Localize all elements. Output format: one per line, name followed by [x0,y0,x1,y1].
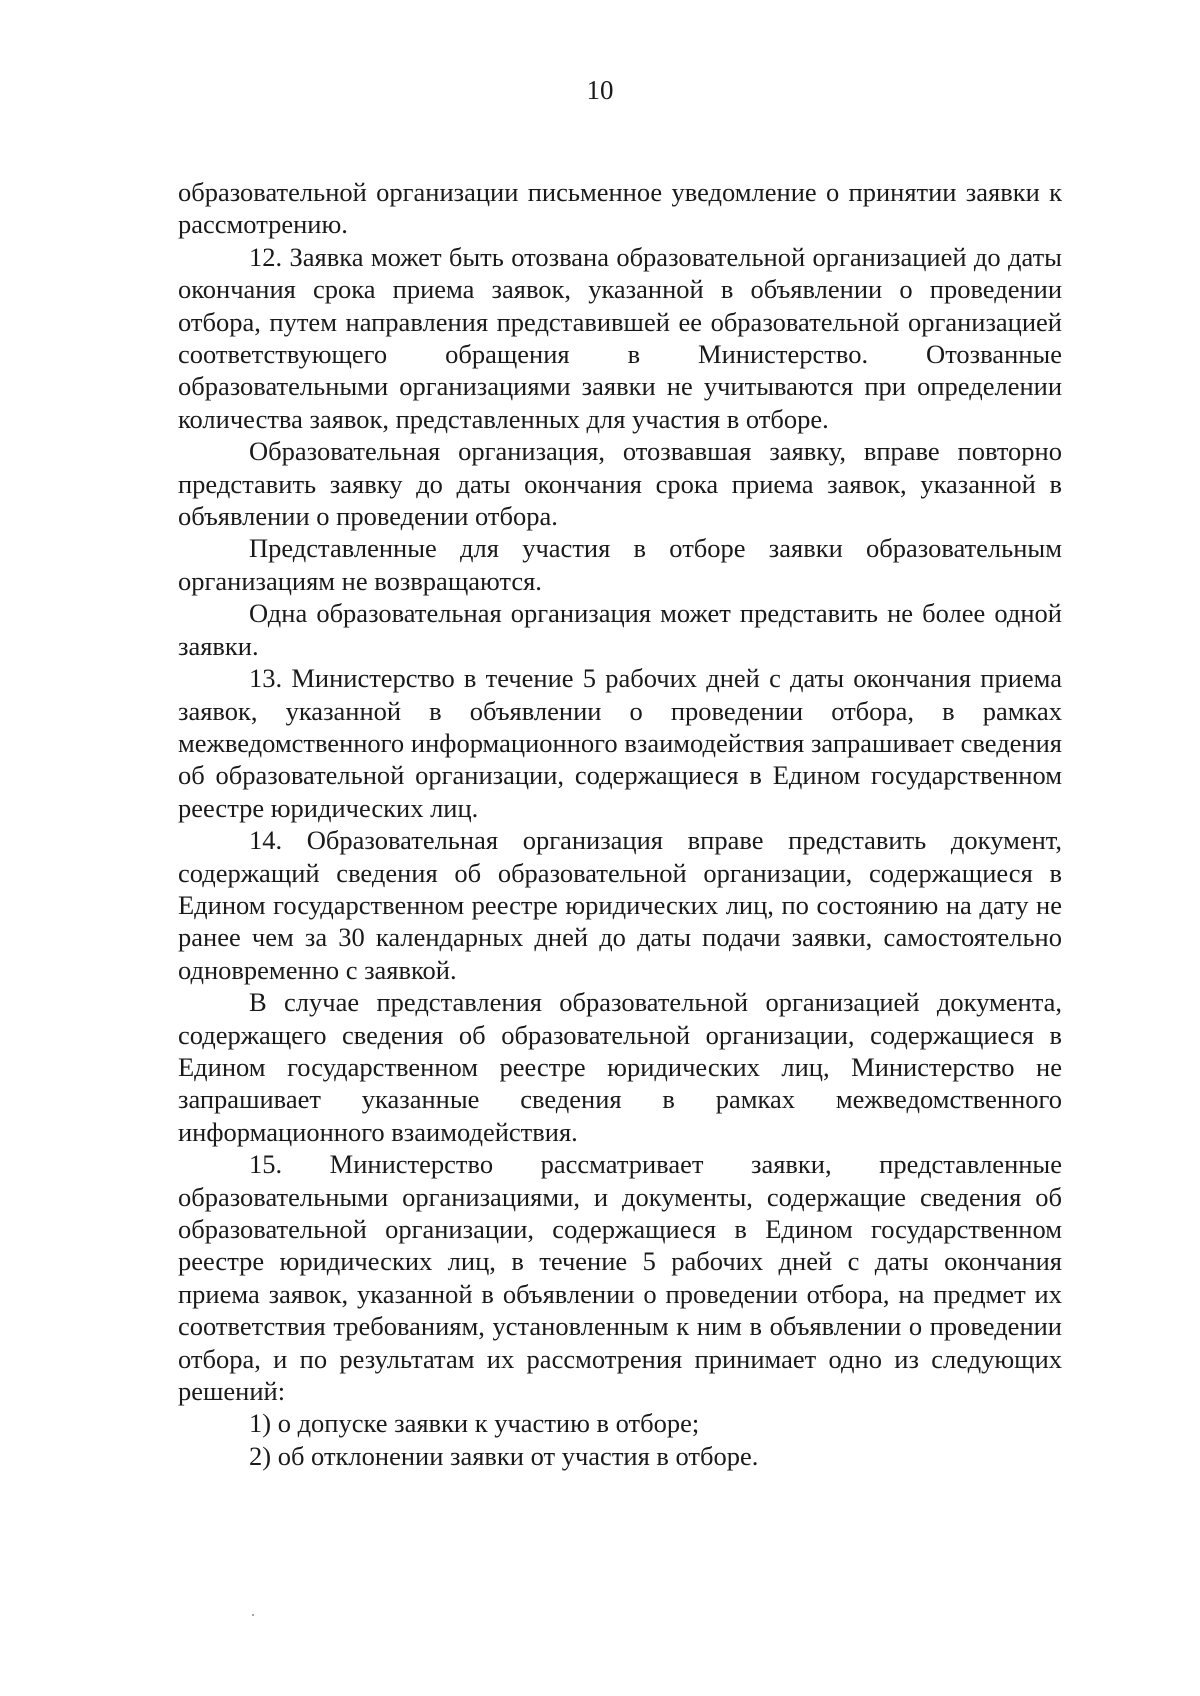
page-number: 10 [586,75,614,105]
document-body [178,176,1062,1472]
list-item-rejection: 2) об отклонении заявки от участия в отборе. [249,1440,759,1471]
scan-speck [252,1614,254,1616]
paragraph-registry-document: В случае представления образовательной организацией документа, содержащего сведения об образовательной организации, содержащиеся в Едином государственном реестре юридических лиц, Министерство не запрашивает указанные сведения в рамках межведомственного информационного взаимодействия. [178,987,1062,1147]
paragraph-continuation: образовательной организации письменное уведомление о принятии заявки к рассмотрению. [178,177,1062,240]
list-item-admission: 1) о допуске заявки к участию в отборе; [249,1408,700,1439]
paragraph-not-returned: Представленные для участия в отборе заявки образовательным организациям не возвращаются. [178,533,1062,596]
paragraph-clause-14: 14. Образовательная организация вправе представить документ, содержащий сведения об образовательной организации, содержащиеся в Едином государственном реестре юридических лиц, по состоянию на дату не ранее чем за 30 календарных дней до даты подачи заявки, самостоятельно одновременно с заявкой. [178,825,1062,985]
paragraph-clause-12: 12. Заявка может быть отозвана образовательной организацией до даты окончания срока приема заявок, указанной в объявлении о проведении отбора, путем направления представившей ее образовательной организацией соответствующего обращения в Министерство. Отозванные образовательными организациями заявки не учитываются при определении количества заявок, представленных для участия в отборе. [178,241,1062,434]
paragraph-one-application: Одна образовательная организация может представить не более одной заявки. [178,598,1062,661]
paragraph-clause-15: 15. Министерство рассматривает заявки, представленные образовательными организациями, и документы, содержащие сведения об образовательной организации, содержащиеся в Едином государственном реестре юридических лиц, в течение 5 рабочих дней с даты окончания приема заявок, указанной в объявлении о проведении отбора, на предмет их соответствия требованиям, установленным к ним в объявлении о проведении отбора, и по результатам их рассмотрения принимает одно из следующих решений: [178,1149,1062,1407]
paragraph-resubmission: Образовательная организация, отозвавшая заявку, вправе повторно представить заявку до даты окончания срока приема заявок, указанной в объявлении о проведении отбора. [178,436,1062,532]
paragraph-clause-13: 13. Министерство в течение 5 рабочих дней с даты окончания приема заявок, указанной в объявлении о проведении отбора, в рамках межведомственного информационного взаимодействия запрашивает сведения об образовательной организации, содержащиеся в Едином государственном реестре юридических лиц. [178,663,1062,823]
